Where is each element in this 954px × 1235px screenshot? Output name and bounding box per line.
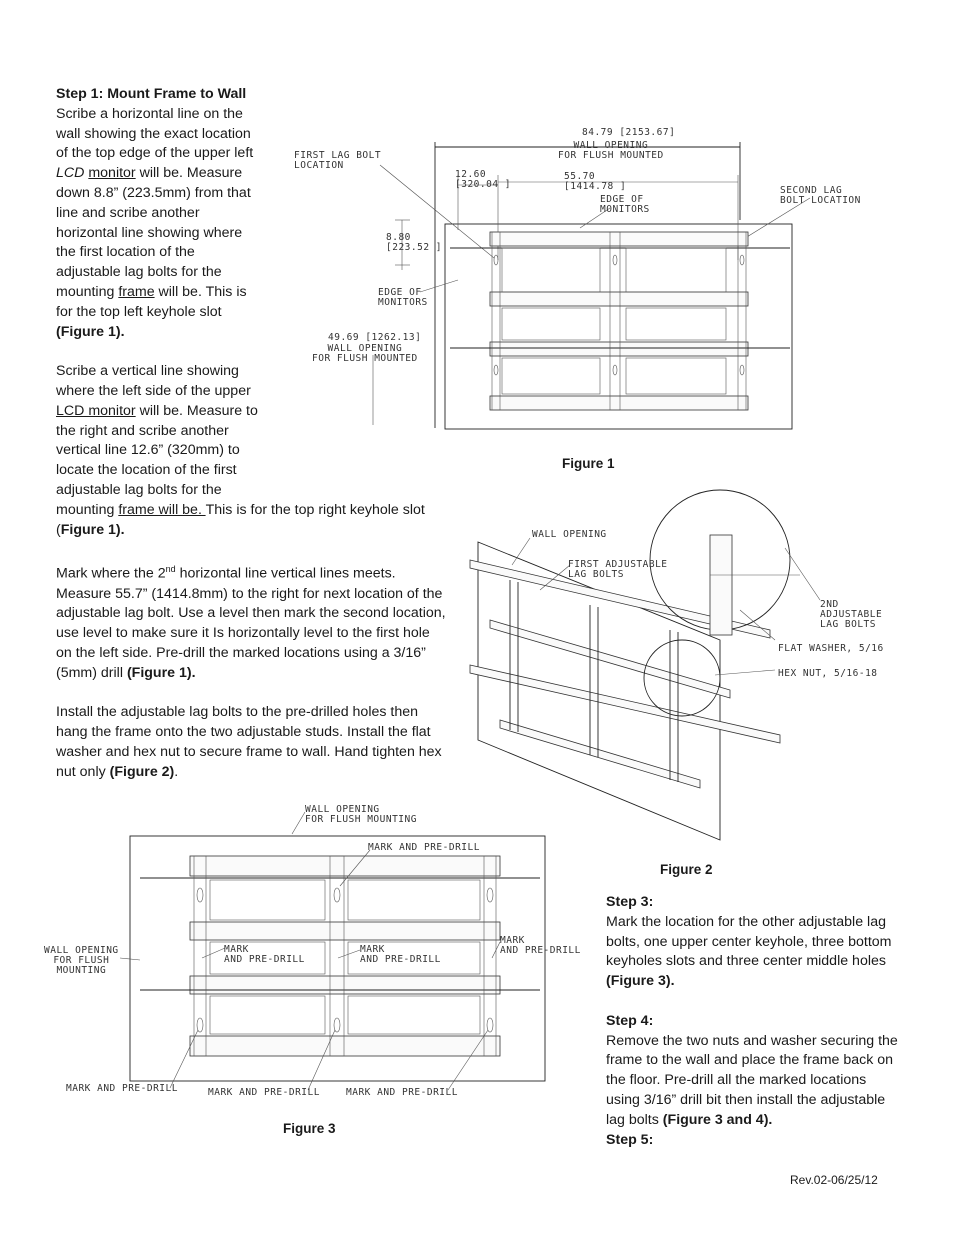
step4-heading: Step 4: [606,1012,654,1029]
step3-text: keyholes slots and three center middle holes [606,953,886,970]
step5-heading: Step 5: [606,1131,654,1148]
dim-lag-spacing: 55.70 [1414.78 ] [564,171,627,192]
step1-text: nut only (Figure 2). [56,763,179,780]
step1-text: down 8.8” (223.5mm) from that [56,184,251,201]
label-hex-nut: HEX NUT, 5/16-18 [778,668,878,679]
dim-left-offset: 12.60 [320.04 ] [455,169,511,190]
label-wall-opening-left: WALL OPENING FOR FLUSH MOUNTING [44,945,119,976]
step4-text: frame to the wall and place the frame back on [606,1052,894,1069]
step1-text: LCD monitor will be. Measure to [56,402,258,419]
step1-text: Scribe a vertical line showing [56,363,239,380]
step1-text: the right and scribe another [56,422,229,439]
step1-text: vertical line 12.6” (320mm) to [56,442,240,459]
step1-text: adjustable lag bolt. Use a level then mark the second location, [56,605,446,622]
step1-text: (Figure 1). [56,521,125,538]
label-mark-predrill-top: MARK AND PRE-DRILL [368,842,480,853]
step1-text: mounting frame will be. This is [56,283,247,300]
step1-text: LCD monitor will be. Measure [56,165,243,182]
step1-text: on the left side. Pre-drill the marked locations using a 3/16” [56,645,426,662]
step1-text: adjustable lag bolts for the [56,264,222,281]
revision-footer: Rev.02-06/25/12 [790,1173,878,1187]
label-mark-predrill-bottom-center: MARK AND PRE-DRILL [208,1087,320,1098]
step4-text: lag bolts (Figure 3 and 4). [606,1111,773,1128]
step1-text: wall showing the exact location [56,125,251,142]
label-mark-predrill-bottom-right: MARK AND PRE-DRILL [346,1087,458,1098]
label-edge-monitors-left: EDGE OF MONITORS [378,287,428,308]
steps-3-5-section [606,893,926,1150]
step4-text: the floor. Pre-drill all the marked locations [606,1072,867,1089]
dim-vertical-offset: 8.80 [223.52 ] [386,232,442,253]
step1-heading: Step 1: Mount Frame to Wall [56,86,247,102]
label-wall-opening: WALL OPENING [532,529,607,540]
label-edge-monitors-top: EDGE OF MONITORS [600,194,650,215]
dim-total-width: 84.79 [2153.67] [582,127,676,138]
step1-text: where the left side of the upper [56,382,251,399]
step4-text: Remove the two nuts and washer securing the [606,1032,898,1049]
label-second-lag-bolt: SECOND LAG BOLT LOCATION [780,185,861,206]
step1-text: adjustable lag bolts for the [56,481,222,498]
label-first-adjustable-lag-bolts: FIRST ADJUSTABLE LAG BOLTS [568,559,668,580]
label-second-adjustable-lag-bolts: 2ND ADJUSTABLE LAG BOLTS [820,599,883,630]
label-mark-predrill-mid-left: MARK AND PRE-DRILL [224,944,305,965]
step1-text: Install the adjustable lag bolts to the pre-drilled holes then [56,704,419,721]
label-wall-opening-top: WALL OPENING FOR FLUSH MOUNTING [305,804,417,825]
label-flat-washer: FLAT WASHER, 5/16 [778,643,884,654]
label-first-lag-bolt: FIRST LAG BOLT LOCATION [294,150,382,171]
label-mark-predrill-mid-center: MARK AND PRE-DRILL [360,944,441,965]
figure-3-caption: Figure 3 [283,1121,336,1136]
frame-drawing [450,232,790,410]
label-wall-opening-left: WALL OPENING FOR FLUSH MOUNTED [312,343,418,364]
step3-text: (Figure 3). [606,973,675,990]
step1-text: Mark where the 2nd horizontal line vertical lines meets. [56,564,396,582]
label-mark-predrill-bottom-left: MARK AND PRE-DRILL [66,1083,178,1094]
figure-2 [470,490,910,850]
frame-iso [470,560,780,788]
step1-text: the first location of the [56,244,195,261]
step1-text: hang the frame onto the two adjustable studs. Install the flat [56,724,431,741]
step1-text: use level to make sure it Is horizontally level to the first hole [56,625,430,642]
step1-text: washer and hex nut to secure frame to wall. Hand tighten hex [56,744,442,761]
dim-total-height: 49.69 [1262.13] [328,332,422,343]
figure-3 [40,800,585,1110]
figure-1-caption: Figure 1 [562,456,615,471]
step4-text: using 3/16” drill bit then install the adjustable [606,1091,886,1108]
label-mark-predrill-mid-right: MARK AND PRE-DRILL [500,935,581,956]
label-wall-opening-top: WALL OPENING FOR FLUSH MOUNTED [558,140,664,161]
step1-text: locate the location of the first [56,462,237,479]
step1-text: horizontal line showing where [56,224,243,241]
step1-text: (5mm) drill (Figure 1). [56,664,196,681]
step1-text: line and scribe another [56,204,200,221]
step1-text: Measure 55.7” (1414.8mm) to the right for next location of the [56,585,443,602]
step3-heading: Step 3: [606,894,654,910]
step1-text: of the top edge of the upper left [56,145,254,162]
figure-2-caption: Figure 2 [660,862,713,877]
step1-text: mounting frame will be. This is for the top right keyhole slot [56,501,425,518]
step3-text: bolts, one upper center keyhole, three bottom [606,933,892,950]
step1-text: (Figure 1). [56,323,125,340]
figure-1 [280,120,861,440]
step1-text: for the top left keyhole slot [56,303,222,320]
step1-text: Scribe a horizontal line on the [56,105,243,122]
step3-text: Mark the location for the other adjustable lag [606,913,886,930]
